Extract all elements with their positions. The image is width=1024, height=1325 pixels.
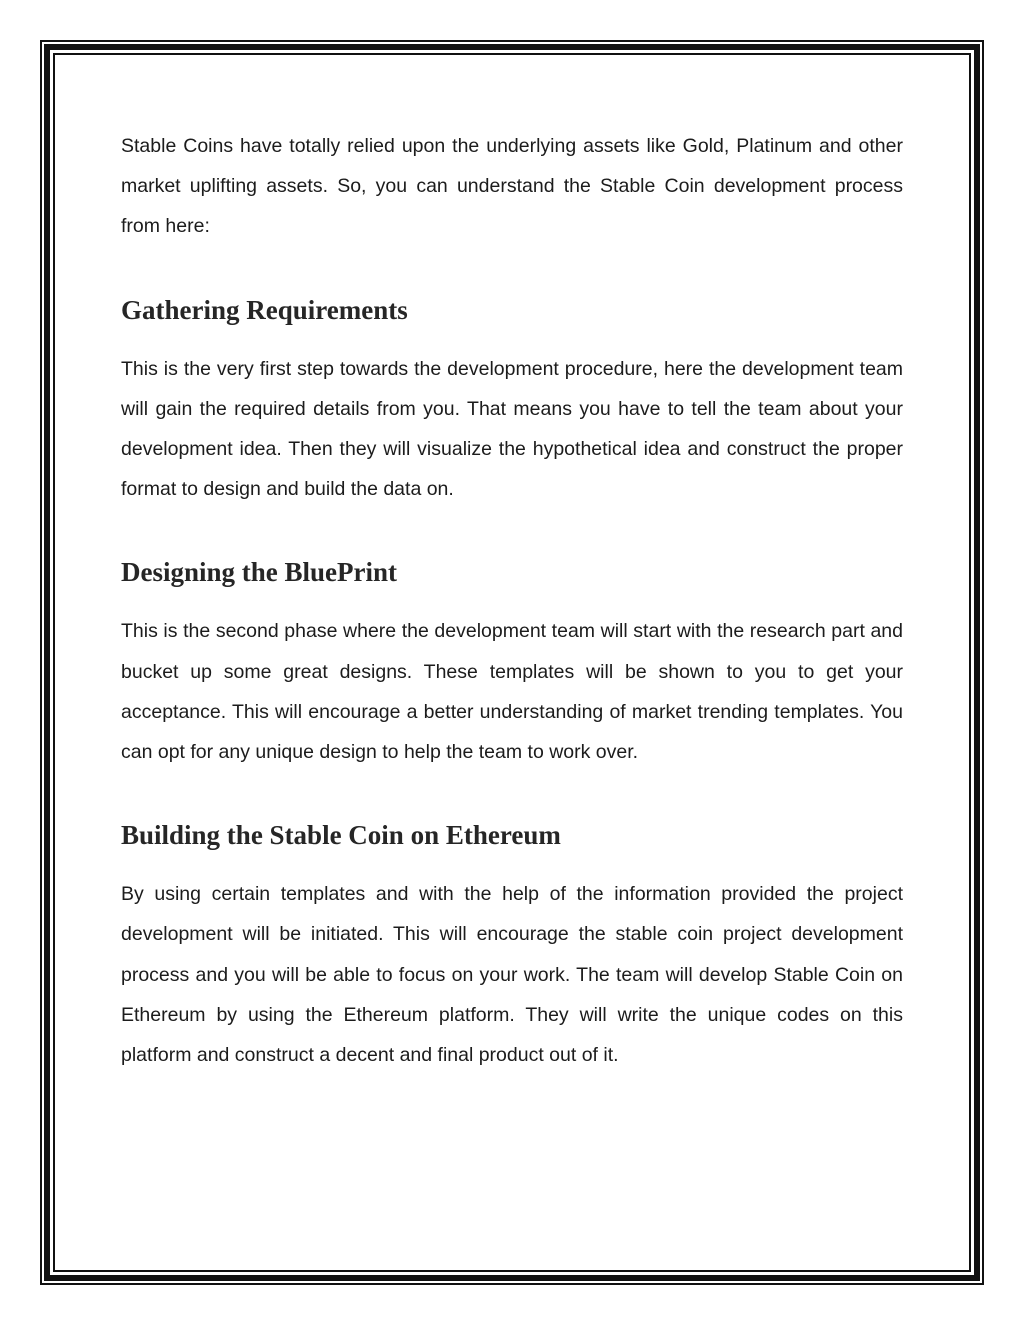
section-heading-gathering-requirements: Gathering Requirements xyxy=(121,294,408,325)
section-paragraph-gathering-requirements: This is the very first step towards the development procedure, here the development team will gain the required details from you. That means you have to tell the team about your development idea. Then they will visualize the hypothetical idea and construct the proper format to design and build the data on. xyxy=(121,357,903,501)
section-paragraph-designing-blueprint: This is the second phase where the development team will start with the research part and bucket up some great designs. These templates will be shown to you to get your acceptance. This will encourage a better understanding of market trending templates. You can opt for any unique design to help the team to work over. xyxy=(121,620,903,764)
section-paragraph-building-stable-coin: By using certain templates and with the help of the information provided the project development will be initiated. This will encourage the stable coin project development process and you will be able to focus on your work. The team will develop Stable Coin on Ethereum by using the Ethereum platform. They will write the unique codes on this platform and construct a decent and final product out of it. xyxy=(121,883,903,1067)
section-heading-building-stable-coin: Building the Stable Coin on Ethereum xyxy=(121,820,561,851)
document-body xyxy=(121,126,903,1075)
section-heading-designing-blueprint: Designing the BluePrint xyxy=(121,557,398,588)
intro-paragraph: Stable Coins have totally relied upon the underlying assets like Gold, Platinum and other market uplifting assets. So, you can understand the Stable Coin development process from here: xyxy=(121,135,903,238)
